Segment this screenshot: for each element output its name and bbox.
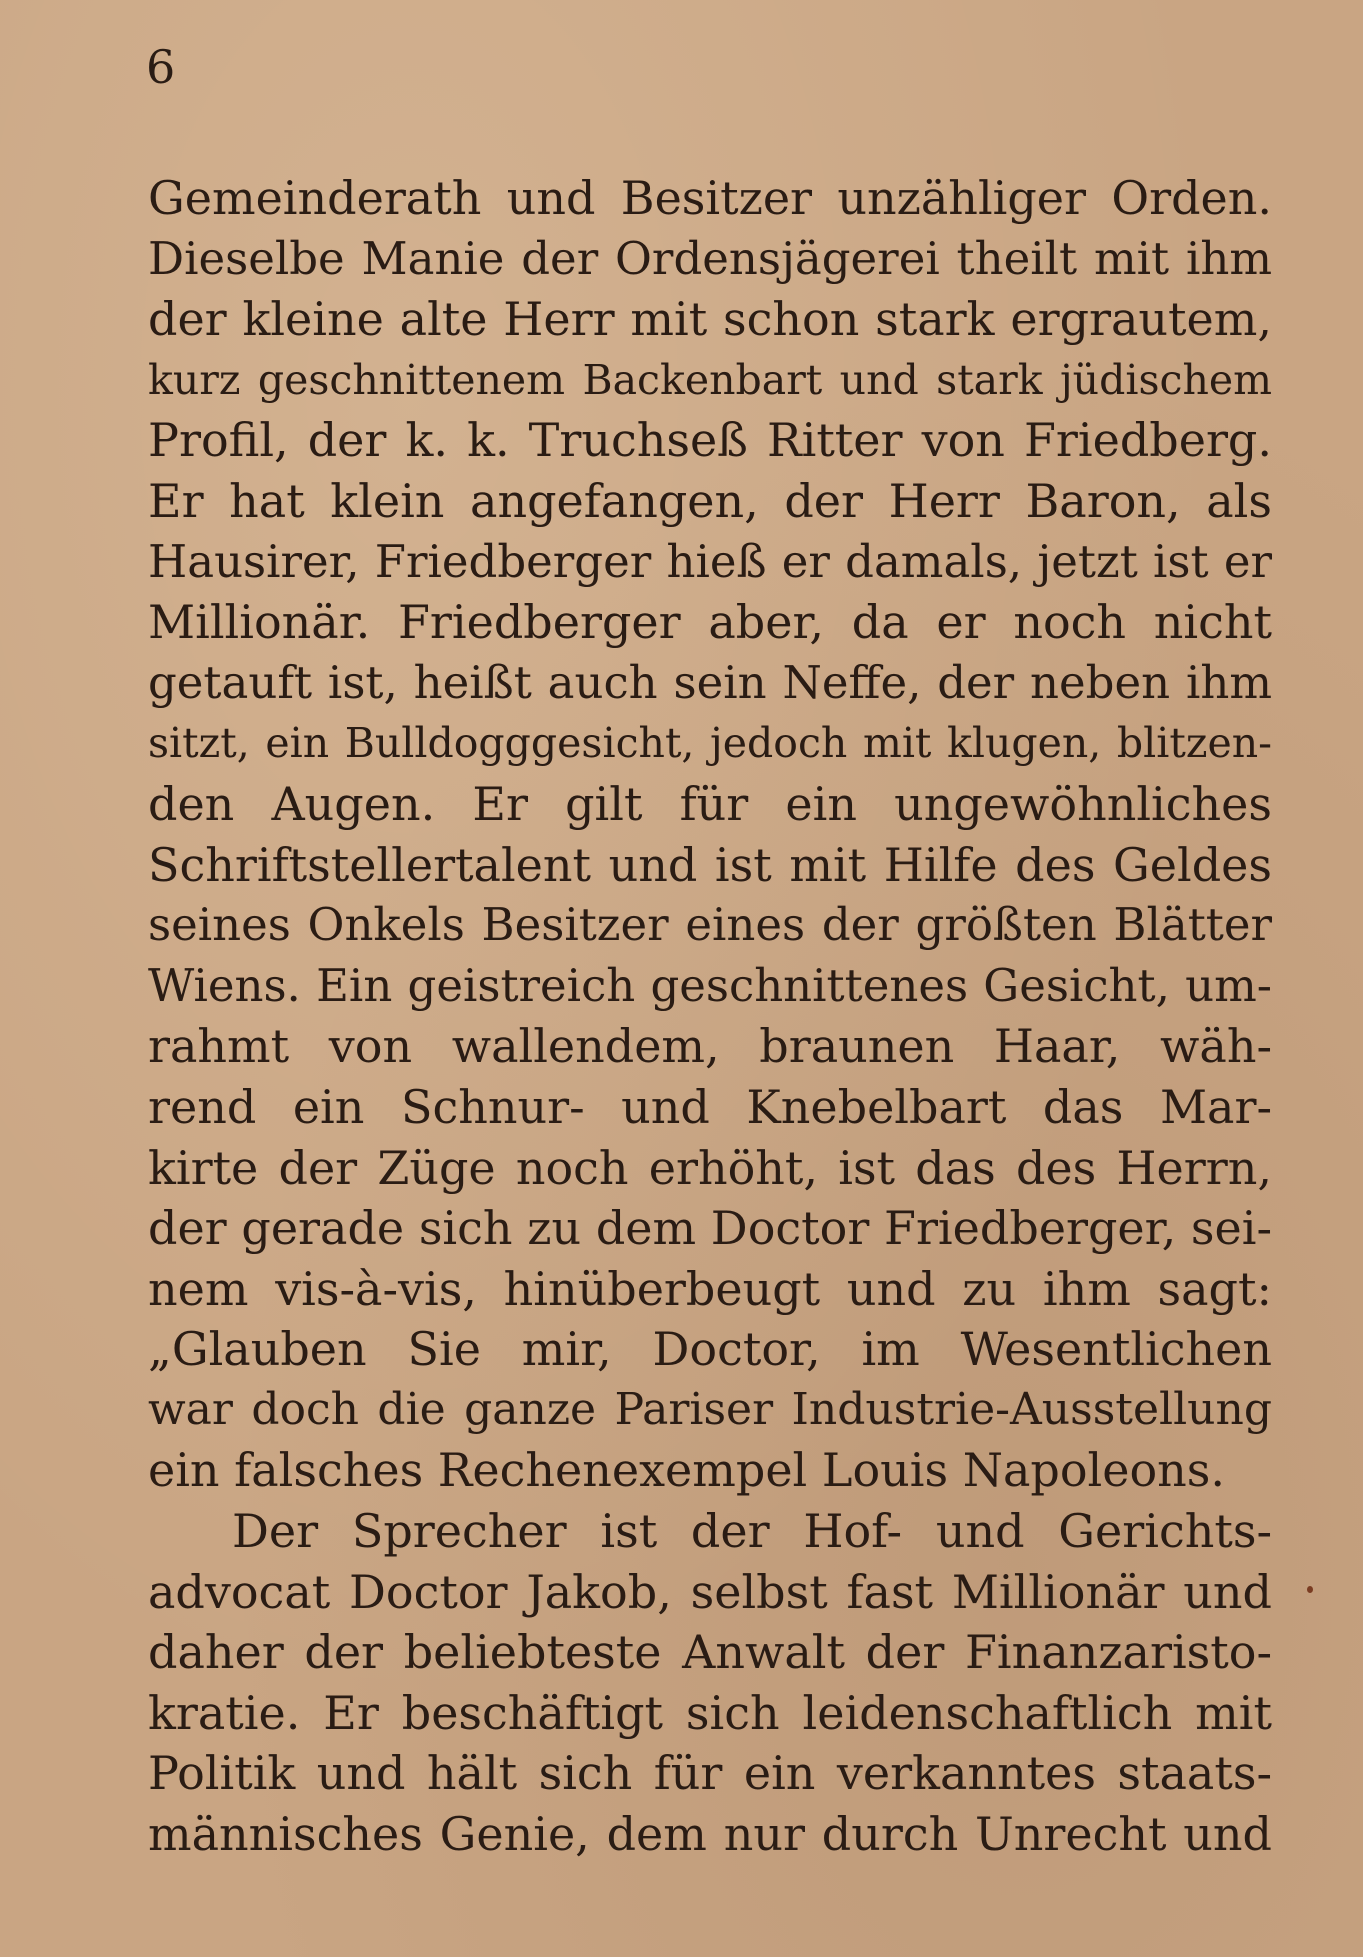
paper-speck [1307, 1586, 1313, 1593]
text-line: Der Sprecher ist der Hof- und Gerichts- [232, 1504, 1272, 1559]
text-line: daher der beliebteste Anwalt der Finanzaristo- [148, 1625, 1272, 1680]
text-line: Millionär. Friedberger aber, da er noch nicht [148, 595, 1272, 650]
text-line: rend ein Schnur- und Knebelbart das Mar- [148, 1079, 1272, 1134]
text-line: „Glauben Sie mir, Doctor, im Wesentlichen [148, 1322, 1272, 1377]
text-line: Gemeinderath und Besitzer unzähliger Orden. [148, 171, 1272, 225]
text-line: kratie. Er beschäftigt sich leidenschaftlich mit [148, 1685, 1272, 1740]
text-line: Er hat klein angefangen, der Herr Baron, als [148, 473, 1272, 528]
text-line: getauft ist, heißt auch sein Neffe, der neben ihm [148, 655, 1272, 709]
text-line: Profil, der k. k. Truchseß Ritter von Friedberg. [148, 413, 1272, 468]
text-line: sitzt, ein Bulldogggesicht, jedoch mit klugen, blitzen- [148, 719, 1272, 768]
text-line: kirte der Züge noch erhöht, ist das des Herrn, [148, 1140, 1272, 1195]
text-line: rahmt von wallendem, braunen Haar, wäh- [148, 1019, 1272, 1074]
text-line: den Augen. Er gilt für ein ungewöhnliches [148, 776, 1272, 831]
text-line: nem vis-à-vis, hinüberbeugt und zu ihm sagt: [148, 1261, 1272, 1316]
text-line: Schriftstellertalent und ist mit Hilfe des Geldes [148, 837, 1272, 892]
text-line: der gerade sich zu dem Doctor Friedberger, sei- [148, 1201, 1272, 1256]
text-line: Dieselbe Manie der Ordensjägerei theilt mit ihm [148, 231, 1272, 285]
text-line: Wiens. Ein geistreich geschnittenes Gesicht, um- [148, 958, 1272, 1012]
body-text [148, 168, 1272, 1865]
text-line: Politik und hält sich für ein verkanntes staats- [148, 1746, 1272, 1801]
text-line: Hausirer, Friedberger hieß er damals, jetzt ist er [148, 534, 1272, 588]
text-line: ein falsches Rechenexempel Louis Napoleons. [148, 1443, 1226, 1498]
text-line: advocat Doctor Jakob, selbst fast Millionär und [148, 1564, 1272, 1619]
text-line: männisches Genie, dem nur durch Unrecht und [148, 1807, 1272, 1862]
text-line: der kleine alte Herr mit schon stark ergrautem, [148, 292, 1272, 347]
text-line: war doch die ganze Pariser Industrie-Ausstellung [148, 1383, 1272, 1435]
text-line: kurz geschnittenem Backenbart und stark jüdischem [148, 355, 1272, 404]
page-number: 6 [146, 40, 176, 94]
text-line: seines Onkels Besitzer eines der größten Blätter [148, 898, 1272, 952]
